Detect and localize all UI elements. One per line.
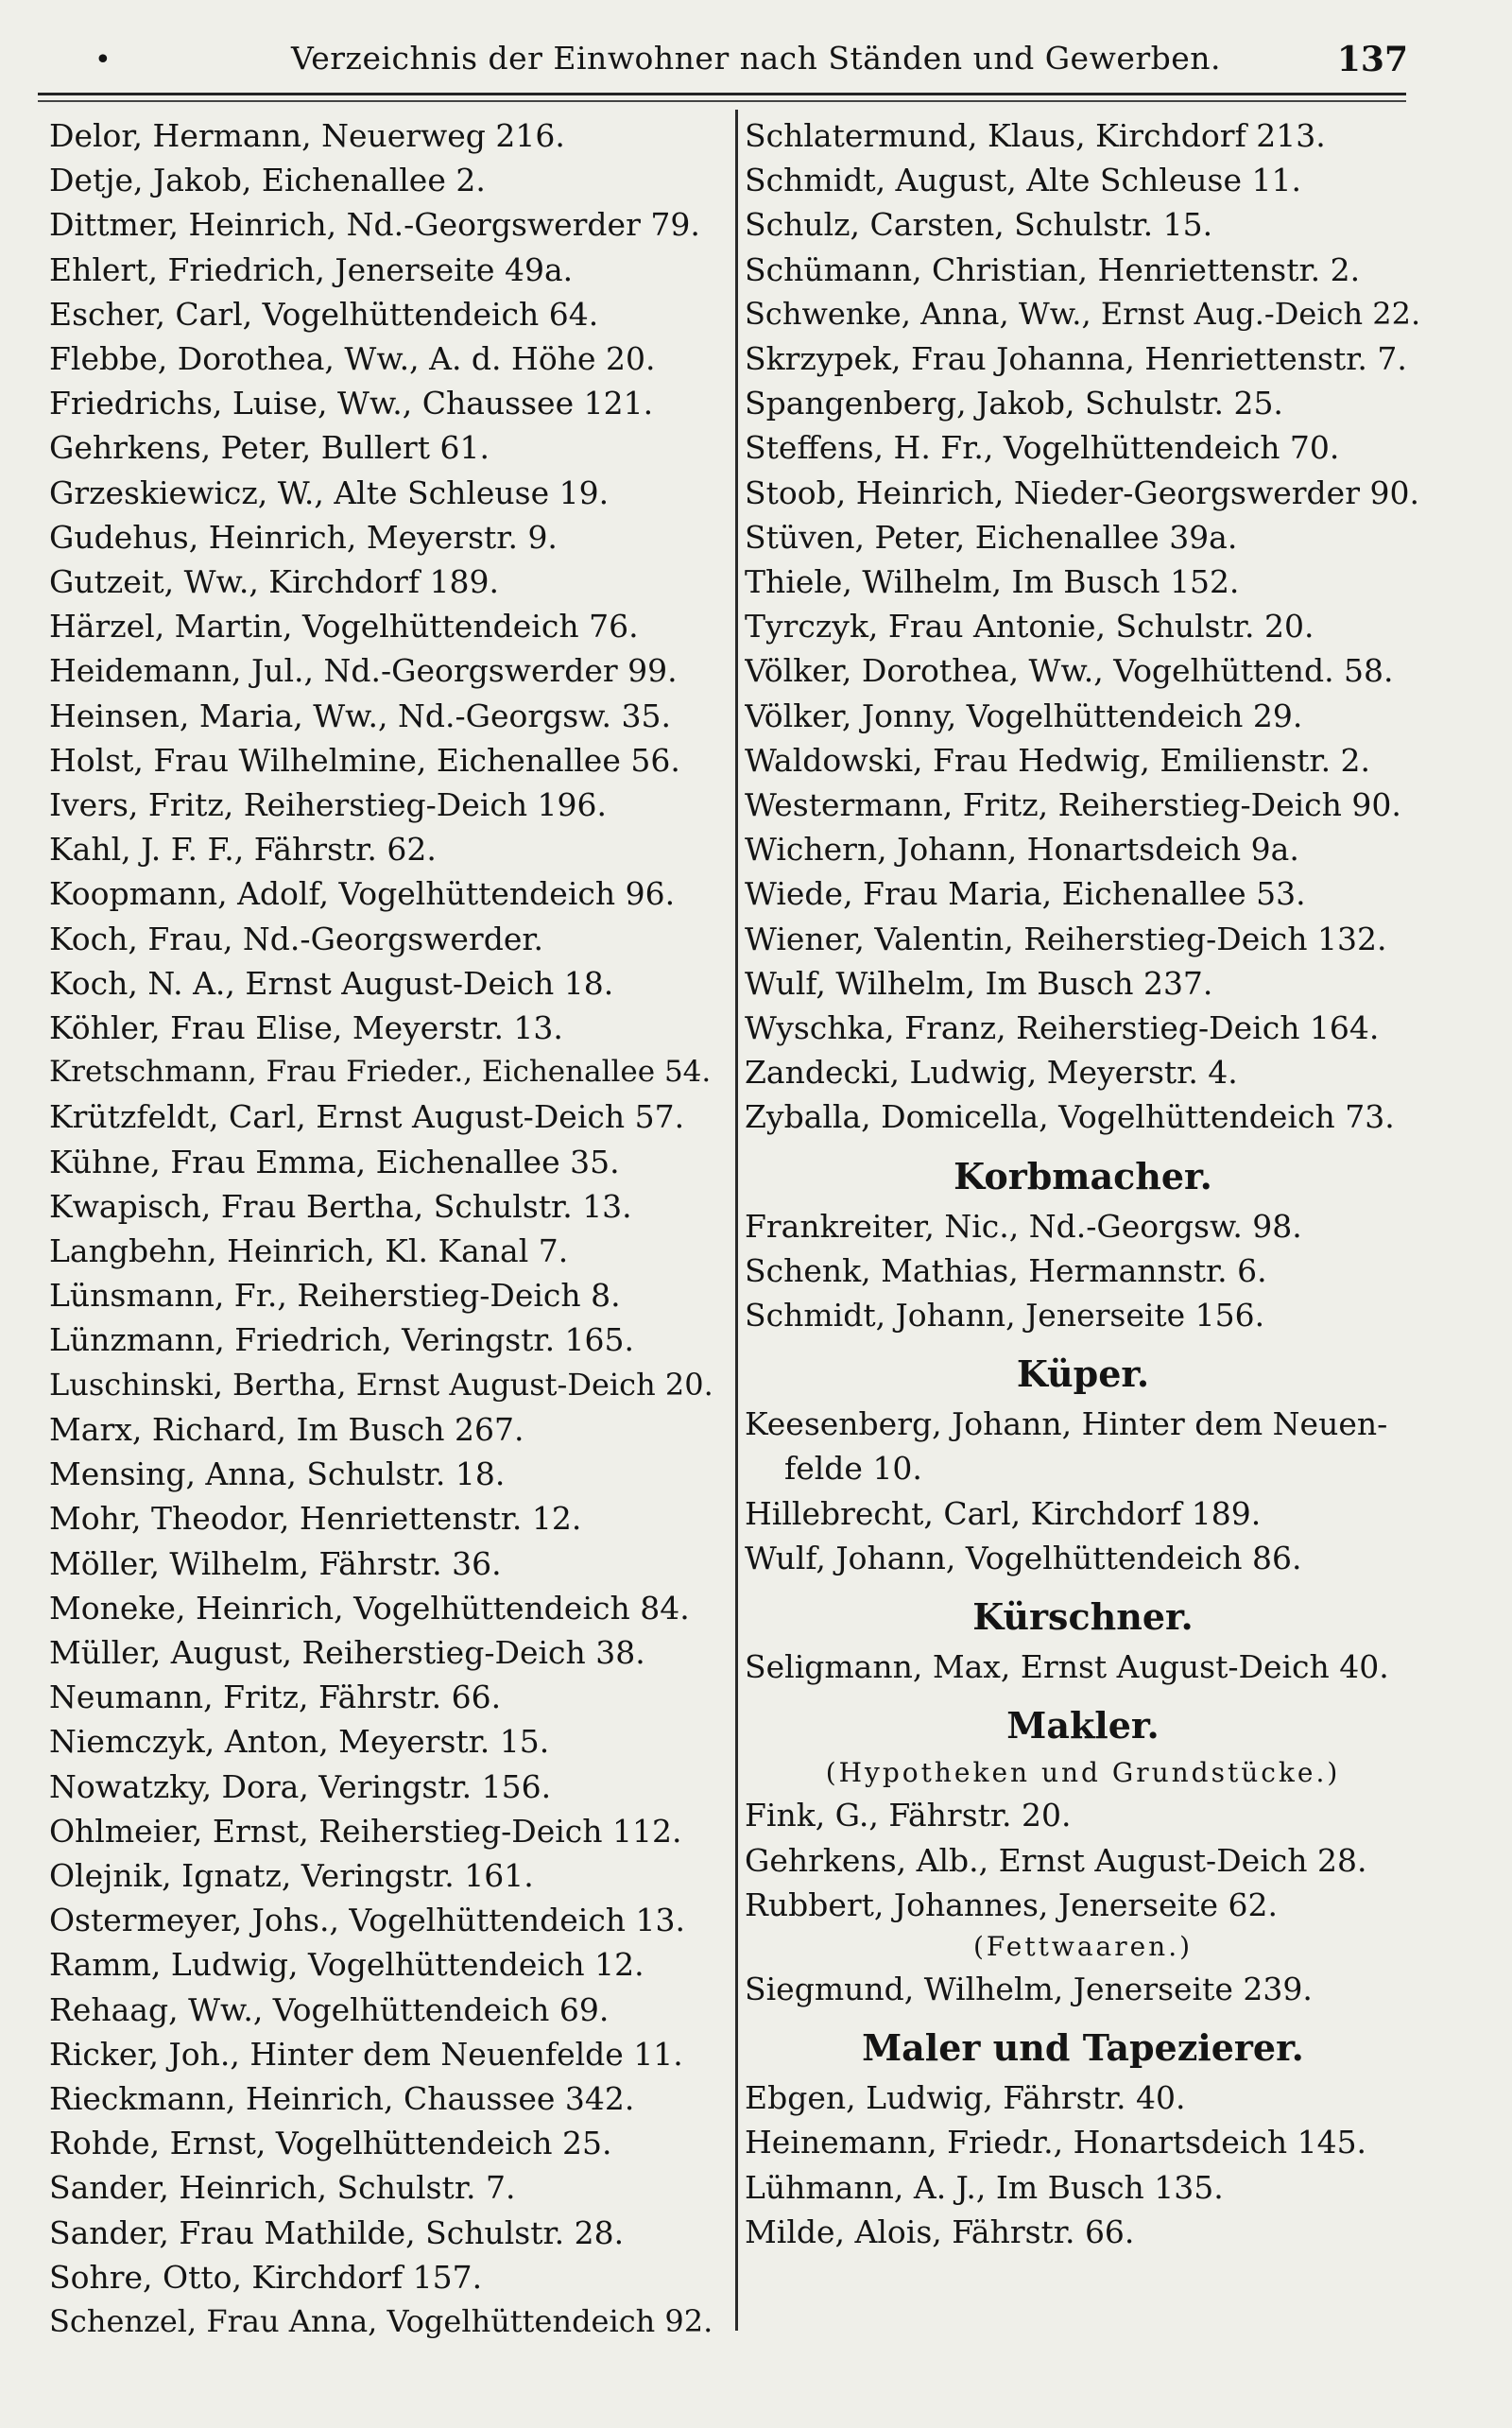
directory-entry: Ebgen, Ludwig, Fährstr. 40.: [745, 2079, 1186, 2117]
directory-entry: Gutzeit, Ww., Kirchdorf 189.: [49, 563, 499, 601]
directory-entry: Ricker, Joh., Hinter dem Neuenfelde 11.: [49, 2035, 683, 2073]
directory-entry: Detje, Jakob, Eichenallee 2.: [49, 162, 486, 199]
directory-entry: Friedrichs, Luise, Ww., Chaussee 121.: [49, 385, 654, 422]
right-top-entries: [745, 113, 1421, 1140]
directory-entry: Schulz, Carsten, Schulstr. 15.: [745, 206, 1213, 244]
directory-entry: Völker, Dorothea, Ww., Vogelhüttend. 58.: [745, 652, 1394, 690]
directory-entry: Schmidt, Johann, Jenerseite 156.: [745, 1297, 1265, 1335]
directory-entry: Schenk, Mathias, Hermannstr. 6.: [745, 1251, 1267, 1289]
directory-entry: Lühmann, A. J., Im Busch 135.: [745, 2168, 1224, 2206]
directory-entry: Schwenke, Anna, Ww., Ernst Aug.-Deich 22.: [745, 295, 1421, 332]
directory-entry: Wiener, Valentin, Reiherstieg-Deich 132.: [745, 920, 1387, 957]
directory-entry: Müller, August, Reiherstieg-Deich 38.: [49, 1633, 645, 1671]
kueper-list: [745, 1491, 1421, 1580]
directory-entry: Westermann, Fritz, Reiherstieg-Deich 90.: [745, 786, 1401, 824]
section-heading-kueper: Küper.: [1016, 1352, 1150, 1396]
directory-entry: Schümann, Christian, Henriettenstr. 2.: [745, 250, 1361, 288]
section-heading-korbmacher: Korbmacher.: [954, 1154, 1212, 1197]
directory-entry: Steffens, H. Fr., Vogelhüttendeich 70.: [745, 429, 1340, 467]
directory-entry: Lünzmann, Friedrich, Veringstr. 165.: [49, 1321, 635, 1359]
directory-entry: Zyballa, Domicella, Vogelhüttendeich 73.: [745, 1098, 1395, 1136]
directory-entry: Heinsen, Maria, Ww., Nd.-Georgsw. 35.: [49, 697, 672, 734]
directory-entry: Nowatzky, Dora, Veringstr. 156.: [49, 1767, 552, 1805]
directory-entry: Spangenberg, Jakob, Schulstr. 25.: [745, 385, 1283, 422]
section-heading-makler: Makler.: [1006, 1704, 1160, 1748]
directory-entry: Seligmann, Max, Ernst August-Deich 40.: [745, 1648, 1389, 1686]
directory-entry: Völker, Jonny, Vogelhüttendeich 29.: [745, 697, 1303, 734]
directory-entry: Olejnik, Ignatz, Veringstr. 161.: [49, 1856, 534, 1894]
directory-entry: Ehlert, Friedrich, Jenerseite 49a.: [49, 250, 574, 288]
directory-entry: Zandecki, Ludwig, Meyerstr. 4.: [745, 1054, 1238, 1092]
directory-entry: Schlatermund, Klaus, Kirchdorf 213.: [745, 117, 1326, 154]
directory-entry: Köhler, Frau Elise, Meyerstr. 13.: [49, 1009, 563, 1047]
directory-entry: Wichern, Johann, Honartsdeich 9a.: [745, 831, 1299, 869]
directory-entry: Ostermeyer, Johs., Vogelhüttendeich 13.: [49, 1902, 686, 1939]
directory-entry: Kahl, J. F. F., Fährstr. 62.: [49, 831, 437, 869]
directory-entry: Holst, Frau Wilhelmine, Eichenallee 56.: [49, 741, 680, 779]
directory-entry: Möller, Wilhelm, Fährstr. 36.: [49, 1544, 502, 1582]
page-header: [28, 40, 1484, 93]
directory-entry: Sohre, Otto, Kirchdorf 157.: [49, 2258, 483, 2296]
directory-entry: Sander, Frau Mathilde, Schulstr. 28.: [49, 2213, 625, 2251]
directory-entry: Marx, Richard, Im Busch 267.: [49, 1410, 524, 1448]
directory-entry: Dittmer, Heinrich, Nd.-Georgswerder 79.: [49, 206, 700, 244]
header-rule-thin: [38, 100, 1406, 102]
korbmacher-list: [745, 1204, 1421, 1338]
makler-subheading-hypotheken: (Hypotheken und Grundstücke.): [825, 1757, 1341, 1789]
directory-entry: Langbehn, Heinrich, Kl. Kanal 7.: [49, 1232, 569, 1270]
right-column: [745, 113, 1421, 2254]
directory-entry: Hillebrecht, Carl, Kirchdorf 189.: [745, 1494, 1262, 1532]
directory-entry: Flebbe, Dorothea, Ww., A. d. Höhe 20.: [49, 340, 656, 378]
directory-entry: Frankreiter, Nic., Nd.-Georgsw. 98.: [745, 1207, 1302, 1245]
directory-entry: Wiede, Frau Maria, Eichenallee 53.: [745, 875, 1306, 913]
directory-entry: Luschinski, Bertha, Ernst August-Deich 20.: [49, 1366, 713, 1403]
directory-entry: Rubbert, Johannes, Jenerseite 62.: [745, 1886, 1278, 1923]
directory-entry: Grzeskiewicz, W., Alte Schleuse 19.: [49, 474, 610, 511]
directory-entry: Delor, Hermann, Neuerweg 216.: [49, 117, 565, 154]
directory-entry: Siegmund, Wilhelm, Jenerseite 239.: [745, 1970, 1313, 2007]
directory-entry: Stüven, Peter, Eichenallee 39a.: [745, 518, 1238, 556]
kuerschner-list: [745, 1644, 1421, 1689]
left-column: [49, 113, 726, 2344]
directory-entry: Koch, N. A., Ernst August-Deich 18.: [49, 964, 614, 1002]
directory-entry: Ramm, Ludwig, Vogelhüttendeich 12.: [49, 1946, 644, 1984]
directory-entry: Schenzel, Frau Anna, Vogelhüttendeich 92.: [49, 2302, 713, 2339]
directory-entry: Schmidt, August, Alte Schleuse 11.: [745, 162, 1301, 199]
directory-entry: Ohlmeier, Ernst, Reiherstieg-Deich 112.: [49, 1812, 682, 1850]
directory-entry: Kwapisch, Frau Bertha, Schulstr. 13.: [49, 1187, 632, 1225]
directory-entry: Lünsmann, Fr., Reiherstieg-Deich 8.: [49, 1277, 621, 1315]
directory-entry: Thiele, Wilhelm, Im Busch 152.: [745, 563, 1240, 601]
makler-subheading-fettwaaren: (Fettwaaren.): [972, 1930, 1194, 1962]
directory-entry: Gudehus, Heinrich, Meyerstr. 9.: [49, 518, 558, 556]
directory-entry: Fink, G., Fährstr. 20.: [745, 1797, 1072, 1834]
directory-entry: Neumann, Fritz, Fährstr. 66.: [49, 1679, 502, 1716]
directory-entry: Niemczyk, Anton, Meyerstr. 15.: [49, 1723, 550, 1761]
directory-entry: Stoob, Heinrich, Nieder-Georgswerder 90.: [745, 474, 1419, 511]
directory-entry: Skrzypek, Frau Johanna, Henriettenstr. 7.: [745, 340, 1407, 378]
directory-entry: Rehaag, Ww., Vogelhüttendeich 69.: [49, 1990, 610, 2028]
directory-entry: Kühne, Frau Emma, Eichenallee 35.: [49, 1143, 620, 1180]
header-rule-thick: [38, 93, 1406, 95]
page-title: Verzeichnis der Einwohner nach Ständen und Gewerben.: [290, 40, 1222, 77]
directory-entry: Wulf, Johann, Vogelhüttendeich 86.: [745, 1539, 1302, 1576]
directory-entry: Escher, Carl, Vogelhüttendeich 64.: [49, 295, 599, 333]
page-number: 137: [1336, 40, 1408, 79]
maler-list: [745, 2075, 1421, 2254]
section-heading-kuerschner: Kürschner.: [972, 1595, 1194, 1639]
directory-entry: Moneke, Heinrich, Vogelhüttendeich 84.: [49, 1589, 690, 1627]
directory-entry: Rieckmann, Heinrich, Chaussee 342.: [49, 2079, 635, 2117]
directory-entry: Gehrkens, Alb., Ernst August-Deich 28.: [745, 1841, 1367, 1879]
kueper-entry-wrapped: Keesenberg, Johann, Hinter dem Neuen-felde 10.: [745, 1405, 1388, 1488]
directory-entry: Wulf, Wilhelm, Im Busch 237.: [745, 964, 1213, 1002]
directory-entry: Koch, Frau, Nd.-Georgswerder.: [49, 920, 544, 957]
header-bullet: •: [94, 43, 112, 77]
directory-entry: Krützfeldt, Carl, Ernst August-Deich 57.: [49, 1098, 685, 1136]
directory-entry: Heidemann, Jul., Nd.-Georgswerder 99.: [49, 652, 678, 690]
directory-entry: Waldowski, Frau Hedwig, Emilienstr. 2.: [745, 741, 1371, 779]
makler-list-hypotheken: [745, 1793, 1421, 1927]
directory-entry: Rohde, Ernst, Vogelhüttendeich 25.: [49, 2125, 612, 2162]
directory-entry: Milde, Alois, Fährstr. 66.: [745, 2213, 1135, 2250]
makler-list-fettwaaren: [745, 1967, 1421, 2011]
directory-entry: Wyschka, Franz, Reiherstieg-Deich 164.: [745, 1009, 1380, 1047]
directory-entry: Gehrkens, Peter, Bullert 61.: [49, 429, 490, 467]
directory-entry: Tyrczyk, Frau Antonie, Schulstr. 20.: [745, 608, 1314, 646]
section-heading-maler: Maler und Tapezierer.: [862, 2026, 1304, 2070]
directory-entry: Härzel, Martin, Vogelhüttendeich 76.: [49, 608, 639, 646]
directory-entry: Mohr, Theodor, Henriettenstr. 12.: [49, 1500, 582, 1538]
directory-entry: Sander, Heinrich, Schulstr. 7.: [49, 2169, 516, 2207]
column-divider: [735, 110, 738, 2331]
directory-entry: Heinemann, Friedr., Honartsdeich 145.: [745, 2124, 1367, 2161]
directory-entry: Mensing, Anna, Schulstr. 18.: [49, 1455, 506, 1493]
directory-entry: Ivers, Fritz, Reiherstieg-Deich 196.: [49, 786, 608, 824]
directory-entry: Kretschmann, Frau Frieder., Eichenallee 54.: [49, 1055, 712, 1090]
directory-entry: Koopmann, Adolf, Vogelhüttendeich 96.: [49, 875, 676, 913]
